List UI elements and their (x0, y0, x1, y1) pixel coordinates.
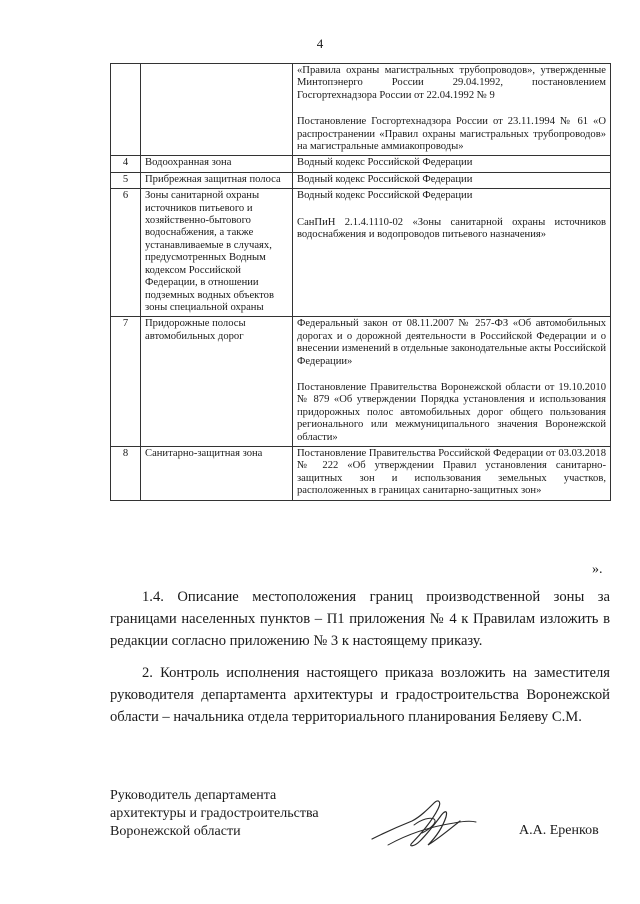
protection-zones-table (110, 63, 611, 501)
regulatory-documents (293, 317, 611, 447)
zone-name: Придорожные полосы автомобильных дорог (141, 317, 293, 447)
regulatory-documents (293, 172, 611, 188)
signatory-title-line: Воронежской области (110, 824, 241, 839)
regulatory-documents (293, 64, 611, 156)
zone-name: Водоохранная зона (141, 156, 293, 172)
table-row (111, 317, 611, 447)
table-body (111, 64, 611, 501)
body-text (110, 586, 610, 728)
document-reference: Водный кодекс Российской Федерации (297, 173, 473, 185)
zone-name (141, 64, 293, 156)
closing-quote: ». (592, 562, 603, 577)
document-reference: Постановление Госгортехнадзора России от 23.11.1994 № 61 «О распространении «Правил охраны магистральных трубопроводов» на магистральные аммиакопроводы» (297, 116, 606, 153)
document-reference: СанПиН 2.1.4.1110-02 «Зоны санитарной охраны источников водоснабжения и водопроводов питьевого назначения» (297, 216, 606, 241)
table-row (111, 156, 611, 172)
document-reference: Постановление Правительства Российской Федерации от 03.03.2018 № 222 «Об утверждении Правил установления санитарно-защитных зон и использования земельных участков, расположенных в границах санитарно-защитных зон» (297, 447, 606, 497)
page-number: 4 (316, 36, 324, 51)
regulatory-documents (293, 446, 611, 500)
table-row (111, 446, 611, 500)
table-row (111, 189, 611, 317)
regulatory-documents (293, 156, 611, 172)
signatory-title-line: архитектуры и градостроительства (110, 806, 319, 821)
row-number (111, 64, 141, 156)
table-row (111, 172, 611, 188)
zone-name: Зоны санитарной охраны источников питьевого и хозяйственно-бытового водоснабжения, а также устанавливаемые в случаях, предусмотренных Водным кодексом Российской Федерации, в отношении подземных водных объектов зоны специальной охраны (141, 189, 293, 317)
regulatory-documents (293, 189, 611, 317)
zone-name: Санитарно-защитная зона (141, 446, 293, 500)
row-number: 7 (111, 317, 141, 447)
signatory-title-line: Руководитель департамента (110, 788, 277, 803)
row-number: 5 (111, 172, 141, 188)
document-reference: «Правила охраны магистральных трубопроводов», утвержденные Минтопэнерго России 29.04.1992, постановлением Госгортехнадзора России от 22.04.1992 № 9 (297, 65, 606, 101)
signatory-name: А.А. Еренков (519, 823, 599, 838)
row-number: 6 (111, 189, 141, 317)
document-reference: Водный кодекс Российской Федерации (297, 157, 473, 169)
paragraph-1-4: 1.4. Описание местоположения границ производственной зоны за границами населенных пунктов – П1 приложения № 4 к Правилам изложить в редакции согласно приложению № 3 к настоящему приказу. (110, 589, 610, 649)
zone-name: Прибрежная защитная полоса (141, 172, 293, 188)
signatory-title (110, 787, 319, 841)
row-number: 4 (111, 156, 141, 172)
document-reference: Постановление Правительства Воронежской области от 19.10.2010 № 879 «Об утверждении Порядка установления и использования придорожных полос автомобильных дорог общего пользования регионального или межмуниципального значения Воронежской области» (297, 381, 606, 443)
paragraph-2: 2. Контроль исполнения настоящего приказа возложить на заместителя руководителя департамента архитектуры и градостроительства Воронежской области – начальника отдела территориального планирования Беляеву С.М. (110, 665, 610, 725)
document-reference: Водный кодекс Российской Федерации (297, 190, 473, 202)
table-row (111, 64, 611, 156)
document-reference: Федеральный закон от 08.11.2007 № 257-ФЗ «Об автомобильных дорогах и о дорожной деятельности в Российской Федерации и о внесении изменений в отдельные законодательные акты Российской Федерации» (297, 318, 606, 367)
handwritten-signature (368, 795, 478, 855)
row-number: 8 (111, 446, 141, 500)
